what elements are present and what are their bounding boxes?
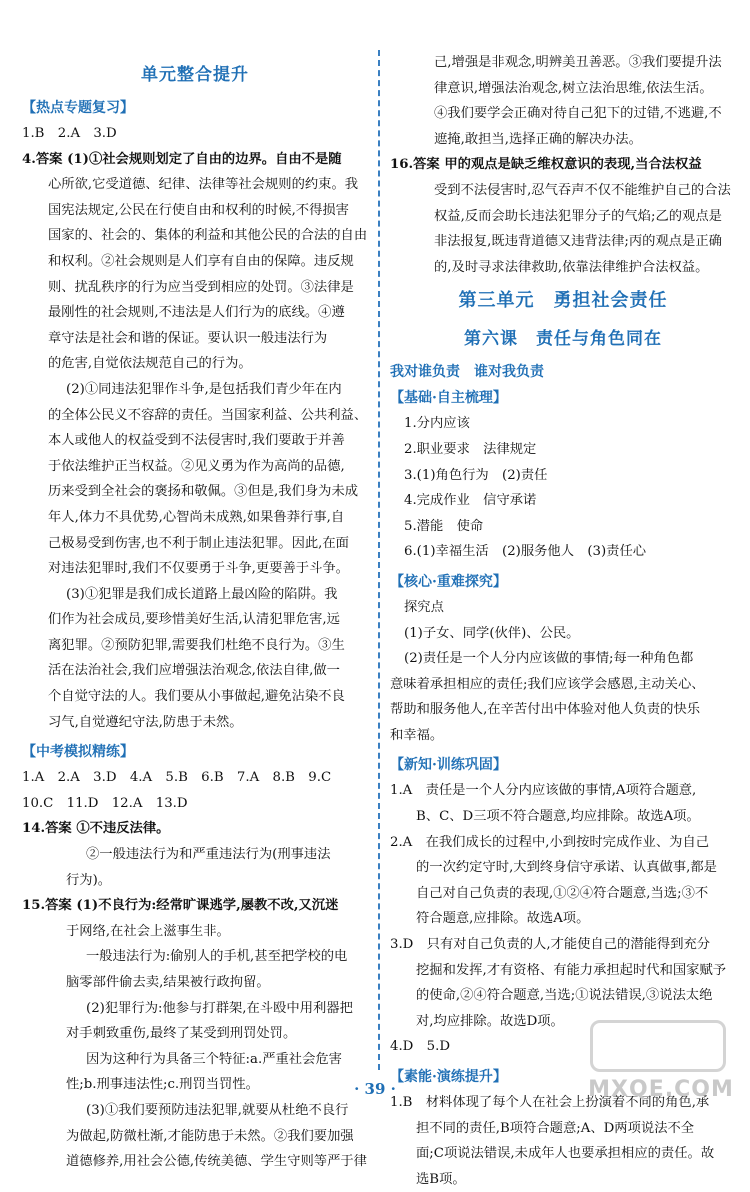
text-line: 行为)。 xyxy=(66,872,112,888)
text-line: 3.D 只有对自己负责的人,才能使自己的潜能得到充分 xyxy=(390,937,711,953)
text-line: 担不同的责任,B项符合题意;A、D两项说法不全 xyxy=(416,1120,695,1136)
text-line: 帮助和服务他人,在辛苦付出中体验对他人负责的快乐 xyxy=(390,702,701,718)
text-line: 年人,体力不具优势,心智尚未成熟,如果鲁莽行事,自 xyxy=(48,509,345,525)
text-line: 己极易受到伤害,也不利于制止违法犯罪。因此,在面 xyxy=(48,535,349,551)
core-section-header: 【核心·重难探究】 xyxy=(390,573,507,590)
text-line: 15.答案 (1)不良行为:经常旷课逃学,屡教不改,又沉迷 xyxy=(22,898,339,914)
column-divider xyxy=(378,50,380,1070)
text-line: 权益,反而会助长违法犯罪分子的气焰;乙的观点是 xyxy=(434,208,722,224)
text-line: 于网络,在社会上滋事生非。 xyxy=(66,923,230,939)
basic-answers xyxy=(390,411,736,565)
text-line: 对手刺致重伤,最终了某受到刑罚处罚。 xyxy=(66,1026,297,1042)
text-line: 的,及时寻求法律救助,依靠法律维护合法权益。 xyxy=(434,259,709,275)
text-line: (2)犯罪行为:他参与打群架,在斗殴中用利器把 xyxy=(86,1000,353,1016)
text-line: 4.答案 (1)①社会规则划定了自由的边界。自由不是随 xyxy=(22,151,342,167)
text-line: 5.潜能 使命 xyxy=(404,518,484,534)
mock-exam-section-header: 【中考模拟精练】 xyxy=(22,744,134,761)
unit-three-title: 第三单元 勇担社会责任 xyxy=(458,290,668,312)
text-line: 己,增强是非观念,明辨美丑善恶。③我们要提升法 xyxy=(434,55,722,70)
text-line: (3)①我们要预防违法犯罪,就要从杜绝不良行 xyxy=(86,1102,349,1118)
new-knowledge-section-header: 【新知·训练巩固】 xyxy=(390,757,507,774)
watermark-logo-icon xyxy=(590,1020,726,1072)
page-number: · 39 · xyxy=(354,1080,396,1098)
text-line: 3.(1)角色行为 (2)责任 xyxy=(404,467,548,483)
text-line: 离犯罪。②预防犯罪,需要我们杜绝不良行为。③生 xyxy=(48,637,345,653)
text-line: 受到不法侵害时,忍气吞声不仅不能维护自己的合法 xyxy=(434,182,731,198)
lesson-subtitle: 我对谁负责 谁对我负责 xyxy=(390,364,544,381)
text-line: (2)①同违法犯罪作斗争,是包括我们青少年在内 xyxy=(66,381,342,397)
text-line: 面;C项说法错误,未成年人也要承担相应的责任。故 xyxy=(416,1146,715,1162)
text-line: 对违法犯罪时,我们不仅要勇于斗争,更要善于斗争。 xyxy=(48,561,349,577)
text-line: ④我们要学会正确对待自己犯下的过错,不逃避,不 xyxy=(434,106,722,122)
text-line: 国家的、社会的、集体的利益和其他公民的合法的自由 xyxy=(48,228,368,244)
text-line: 遮掩,敢担当,选择正确的解决办法。 xyxy=(434,131,642,147)
text-line: 于依法维护正当权益。②见义勇为作为高尚的品德, xyxy=(48,458,345,474)
text-line: B、C、D三项不符合题意,均应排除。故选A项。 xyxy=(416,809,700,825)
text-line: 一般违法行为:偷别人的手机,甚至把学校的电 xyxy=(86,949,348,965)
skill-answers xyxy=(390,1090,736,1192)
unit-review-title: 单元整合提升 xyxy=(141,65,249,85)
text-line: 因为这种行为具备三个特征:a.严重社会危害 xyxy=(86,1051,342,1067)
text-line: 的使命,②④符合题意,当选;①说法错误,③说法太绝 xyxy=(416,988,713,1004)
skill-section-header: 【素能·演练提升】 xyxy=(390,1069,507,1085)
text-line: 习气,自觉遵纪守法,防患于未然。 xyxy=(48,714,243,730)
text-line: 探究点 xyxy=(404,599,444,615)
text-line: 国宪法规定,公民在行使自由和权利的时候,不得损害 xyxy=(48,202,349,218)
text-line: 的危害,自觉依法规范自己的行为。 xyxy=(48,356,252,372)
text-line: 14.答案 ①不违反法律。 xyxy=(22,821,170,837)
text-line: 1.A 责任是一个人分内应该做的事情,A项符合题意, xyxy=(390,783,697,799)
text-line: 符合题意,应排除。故选A项。 xyxy=(416,911,590,927)
text-line: 性;b.刑事违法性;c.刑罚当罚性。 xyxy=(66,1077,259,1093)
text-line: 章守法是社会和谐的保证。要认识一般违法行为 xyxy=(48,330,328,346)
lesson-six-title: 第六课 责任与角色同在 xyxy=(464,329,662,350)
watermark-text: MXQE.COM xyxy=(588,1077,734,1102)
text-line: (3)①犯罪是我们成长道路上最凶险的陷阱。我 xyxy=(66,586,338,602)
text-line: 的全体公民义不容辞的责任。当国家利益、公共利益、 xyxy=(48,407,368,423)
new-knowledge-answers xyxy=(390,778,736,1060)
text-line: 道德修养,用社会公德,传统美德、学生守则等严于律 xyxy=(66,1154,367,1170)
text-line: 和权利。②社会规则是人们享有自由的保障。违反规 xyxy=(48,253,354,269)
text-line: 意味着承担相应的责任;我们应该学会感恩,主动关心、 xyxy=(390,676,705,692)
text-line: 历来受到全社会的褒扬和敬佩。③但是,我们身为未成 xyxy=(48,484,359,500)
text-line: 非法报复,既违背道德又违背法律;丙的观点是正确 xyxy=(434,234,722,250)
text-line: 1.A 2.A 3.D 4.A 5.B 6.B 7.A 8.B 9.C xyxy=(22,770,332,786)
left-column xyxy=(22,50,368,1175)
text-line: 们作为社会成员,要珍惜美好生活,认清犯罪危害,远 xyxy=(48,612,340,628)
text-line: 为做起,防微杜渐,才能防患于未然。②我们要加强 xyxy=(66,1128,354,1144)
text-line: 个自觉守法的人。我们要从小事做起,避免沾染不良 xyxy=(48,689,345,705)
text-line: 最刚性的社会规则,不违法是人们行为的底线。④遵 xyxy=(48,305,345,321)
text-line: 10.C 11.D 12.A 13.D xyxy=(22,795,188,811)
mock-exam-answers xyxy=(22,765,368,1175)
continued-answers xyxy=(390,50,736,280)
text-line: 选B项。 xyxy=(416,1171,466,1187)
text-line: 2.A 在我们成长的过程中,小到按时完成作业、为自己 xyxy=(390,834,710,850)
hot-topic-answers xyxy=(22,121,368,735)
text-line: 对,均应排除。故选D项。 xyxy=(416,1013,564,1029)
basic-section-header: 【基础·自主梳理】 xyxy=(390,390,507,407)
text-line: (1)子女、同学(伙伴)、公民。 xyxy=(404,625,580,641)
text-line: 则、扰乱秩序的行为应当受到相应的处罚。③法律是 xyxy=(48,279,354,295)
core-answers xyxy=(390,595,736,749)
text-line: (2)责任是一个人分内应该做的事情;每一种角色都 xyxy=(404,651,694,667)
text-line: 脑零部件偷去卖,结果被行政拘留。 xyxy=(66,975,270,990)
text-line: 4.完成作业 信守承诺 xyxy=(404,493,537,509)
text-line: 自己对自己负责的表现,①②④符合题意,当选;③不 xyxy=(416,885,709,901)
text-line: 的一次约定守时,大到终身信守承诺、认真做事,都是 xyxy=(416,860,717,876)
text-line: 16.答案 甲的观点是缺乏维权意识的表现,当合法权益 xyxy=(390,157,702,173)
text-line: 本人或他人的权益受到不法侵害时,我们要敢于并善 xyxy=(48,433,345,449)
text-line: 1.B 2.A 3.D xyxy=(22,126,117,141)
text-line: 挖掘和发挥,才有资格、有能力承担起时代和国家赋予 xyxy=(416,962,727,978)
watermark xyxy=(586,1022,736,1102)
text-line: 6.(1)幸福生活 (2)服务他人 (3)责任心 xyxy=(404,544,647,560)
text-line: 律意识,增强法治观念,树立法治思维,依法生活。 xyxy=(434,80,713,96)
text-line: 心所欲,它受道德、纪律、法律等社会规则的约束。我 xyxy=(48,177,359,193)
text-line: 和幸福。 xyxy=(390,727,444,743)
text-line: 1.B 材料体现了每个人在社会上扮演着不同的角色,承 xyxy=(390,1095,710,1110)
text-line: 4.D 5.D xyxy=(390,1039,450,1055)
text-line: 1.分内应该 xyxy=(404,416,470,432)
text-line: 活在法治社会,我们应增强法治观念,依法自律,做一 xyxy=(48,663,340,679)
text-line: 2.职业要求 法律规定 xyxy=(404,441,537,457)
text-line: ②一般违法行为和严重违法行为(刑事违法 xyxy=(86,847,331,863)
hot-topic-section-header: 【热点专题复习】 xyxy=(22,100,134,116)
